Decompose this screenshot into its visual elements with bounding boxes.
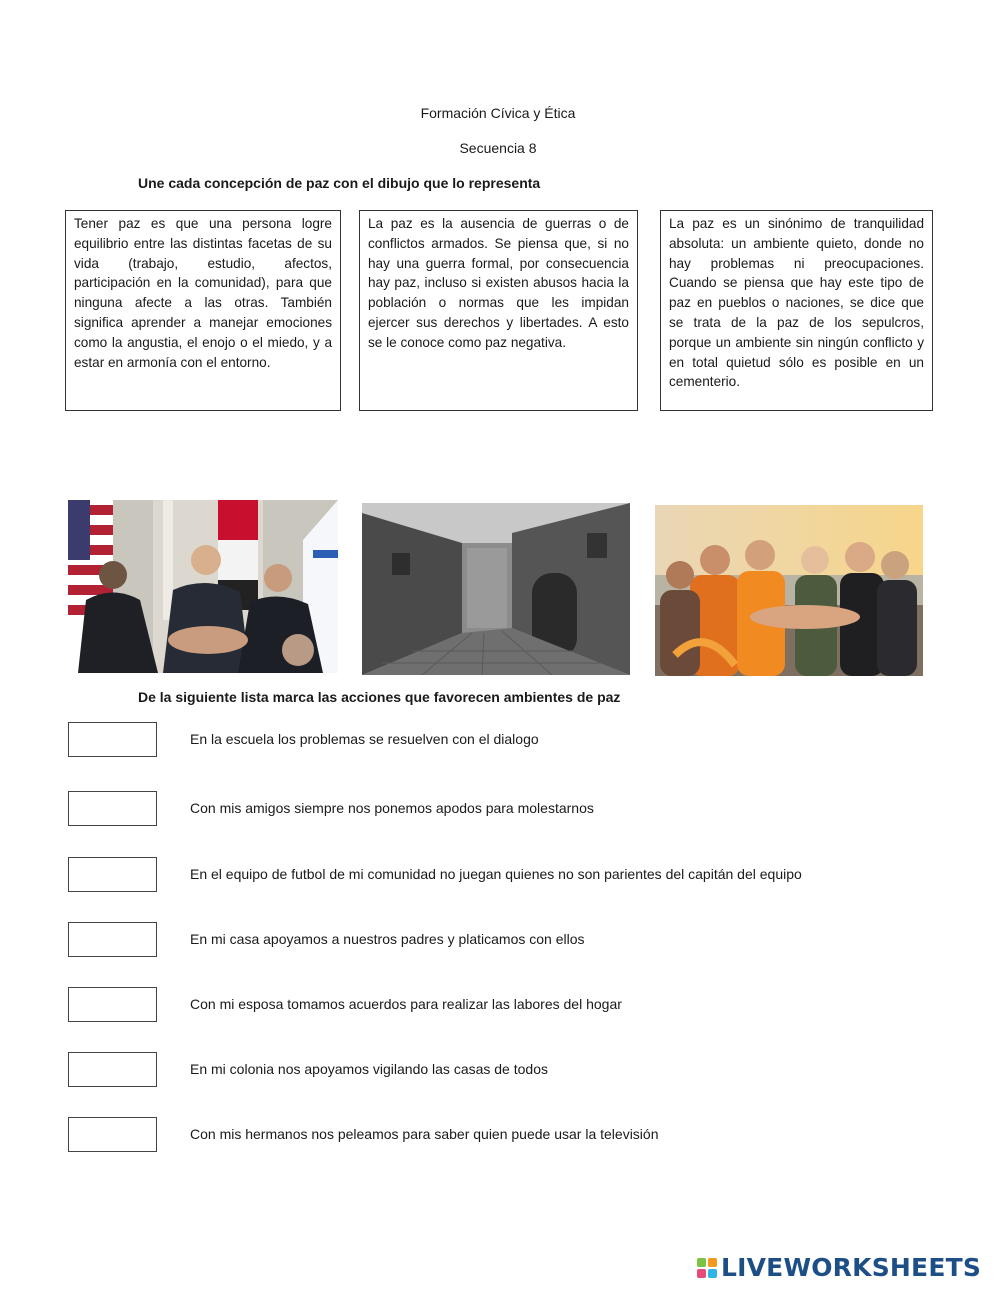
logo-icon (697, 1258, 717, 1278)
photo-leaders-handshake[interactable] (68, 500, 338, 673)
checklist-item-1: En la escuela los problemas se resuelven con el dialogo (190, 731, 539, 747)
concept-box-negative-peace[interactable]: La paz es la ausencia de guerras o de conflictos armados. Se piensa que, si no hay una guerra formal, por consecuencia hay paz, incluso si existen abusos hacia la población o normas que les impidan ejercer sus derechos y libertades. A esto se le conoce como paz negativa. (359, 210, 638, 411)
logo-block-i (708, 1258, 717, 1267)
checklist-item-3: En el equipo de futbol de mi comunidad no juegan quienes no son parientes del capitán del equipo (190, 866, 802, 882)
checklist-item-2: Con mis amigos siempre nos ponemos apodos para molestarnos (190, 800, 594, 816)
matching-instruction: Une cada concepción de paz con el dibujo que lo representa (138, 175, 541, 191)
concept-box-tranquility[interactable]: La paz es un sinónimo de tranquilidad absoluta: un ambiente quieto, donde no hay problemas ni preocupaciones. Cuando se piensa que hay este tipo de paz en pueblos o naciones, se dice que se trata de la paz de los sepulcros, porque un ambiente sin ningún conflicto y en total quietud sólo es posible en un cementerio. (660, 210, 933, 411)
checklist-item-6: En mi colonia nos apoyamos vigilando las casas de todos (190, 1061, 548, 1077)
checklist-item-7: Con mis hermanos nos peleamos para saber quien puede usar la televisión (190, 1126, 659, 1142)
logo-block-v (697, 1269, 706, 1278)
checkbox-item-6[interactable] (68, 1052, 157, 1087)
logo-text: LIVEWORKSHEETS (721, 1253, 982, 1282)
checklist-instruction: De la siguiente lista marca las acciones que favorecen ambientes de paz (138, 689, 621, 705)
concept-box-balance[interactable]: Tener paz es que una persona logre equilibrio entre las distintas facetas de su vida (trabajo, estudio, afectos, participación en la comunidad), para que ninguna afecte a las otras. También significa aprender a manejar emociones como la angustia, el enojo o el miedo, y a estar en armonía con el entorno. (65, 210, 341, 411)
photo-stone-street[interactable] (362, 503, 630, 675)
logo-block-e (708, 1269, 717, 1278)
checkbox-item-1[interactable] (68, 722, 157, 757)
sequence-title: Secuencia 8 (459, 140, 537, 156)
checkbox-item-3[interactable] (68, 857, 157, 892)
checkbox-item-5[interactable] (68, 987, 157, 1022)
photo-group-teamwork[interactable] (655, 505, 923, 676)
checklist-item-5: Con mi esposa tomamos acuerdos para realizar las labores del hogar (190, 996, 622, 1012)
subject-title: Formación Cívica y Ética (420, 105, 576, 121)
checkbox-item-4[interactable] (68, 922, 157, 957)
checklist-item-4: En mi casa apoyamos a nuestros padres y platicamos con ellos (190, 931, 585, 947)
checkbox-item-2[interactable] (68, 791, 157, 826)
liveworksheets-logo[interactable] (697, 1253, 981, 1282)
logo-block-l (697, 1258, 706, 1267)
checkbox-item-7[interactable] (68, 1117, 157, 1152)
